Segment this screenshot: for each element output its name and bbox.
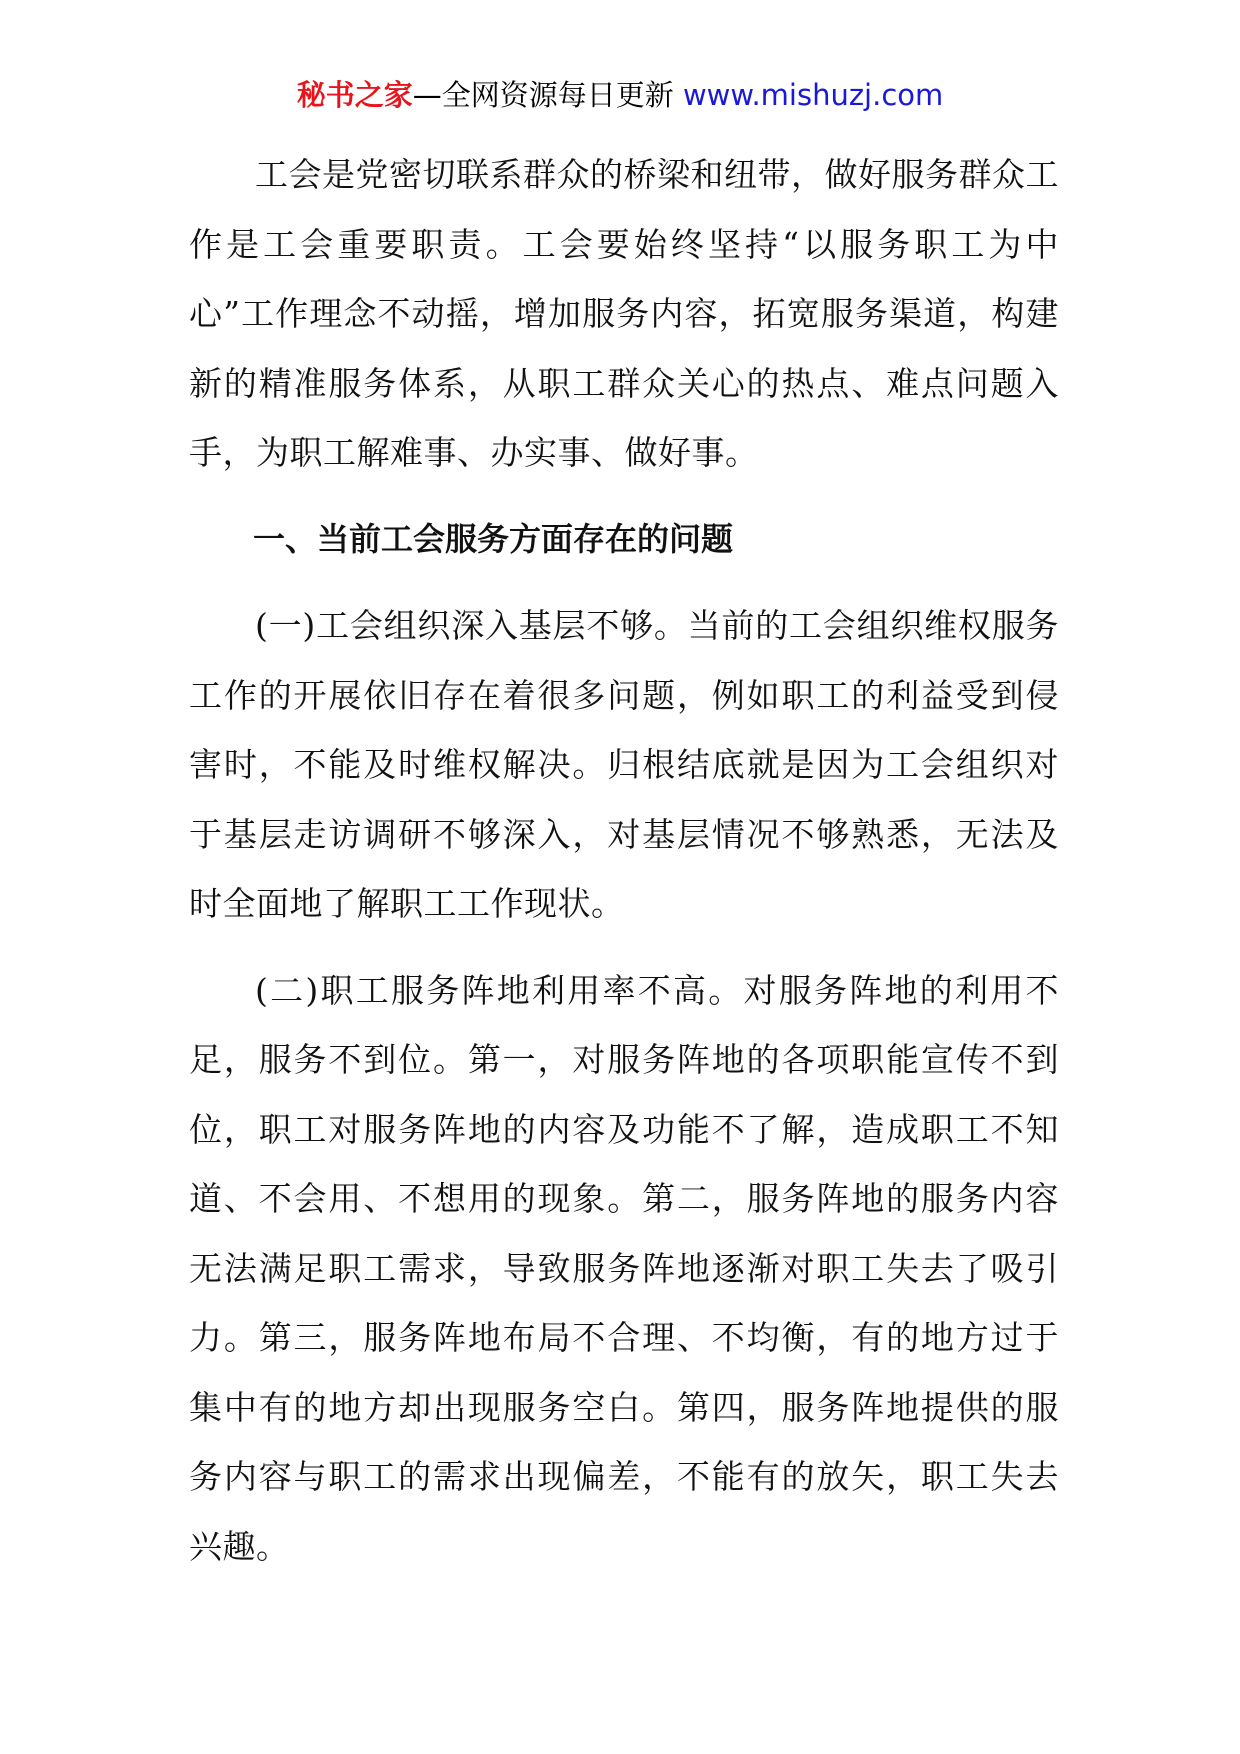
- document-body: [189, 140, 1059, 1581]
- header-url-link[interactable]: www.mishuzj.com: [682, 78, 944, 112]
- header-brand: 秘书之家: [296, 78, 413, 112]
- paragraph-1: (一)工会组织深入基层不够。当前的工会组织维权服务工作的开展依旧存在着很多问题，例如职工的利益受到侵害时，不能及时维权解决。归根结底就是因为工会组织对于基层走访调研不够深入，对基层情况不够熟悉，无法及时全面地了解职工工作现状。: [189, 606, 1059, 923]
- intro-paragraph: 工会是党密切联系群众的桥梁和纽带，做好服务群众工作是工会重要职责。工会要始终坚持“以服务职工为中心”工作理念不动摇，增加服务内容，拓宽服务渠道，构建新的精准服务体系，从职工群众关心的热点、难点问题入手，为职工解难事、办实事、做好事。: [189, 155, 1059, 472]
- section-heading: 一、当前工会服务方面存在的问题: [253, 519, 734, 558]
- paragraph-2: (二)职工服务阵地利用率不高。对服务阵地的利用不足，服务不到位。第一，对服务阵地的各项职能宣传不到位，职工对服务阵地的内容及功能不了解，造成职工不知道、不会用、不想用的现象。第二，服务阵地的服务内容无法满足职工需求，导致服务阵地逐渐对职工失去了吸引力。第三，服务阵地布局不合理、不均衡，有的地方过于集中有的地方却出现服务空白。第四，服务阵地提供的服务内容与职工的需求出现偏差，不能有的放矢，职工失去兴趣。: [189, 970, 1059, 1566]
- header-slogan: —全网资源每日更新: [412, 78, 683, 112]
- page-header: [0, 70, 1240, 120]
